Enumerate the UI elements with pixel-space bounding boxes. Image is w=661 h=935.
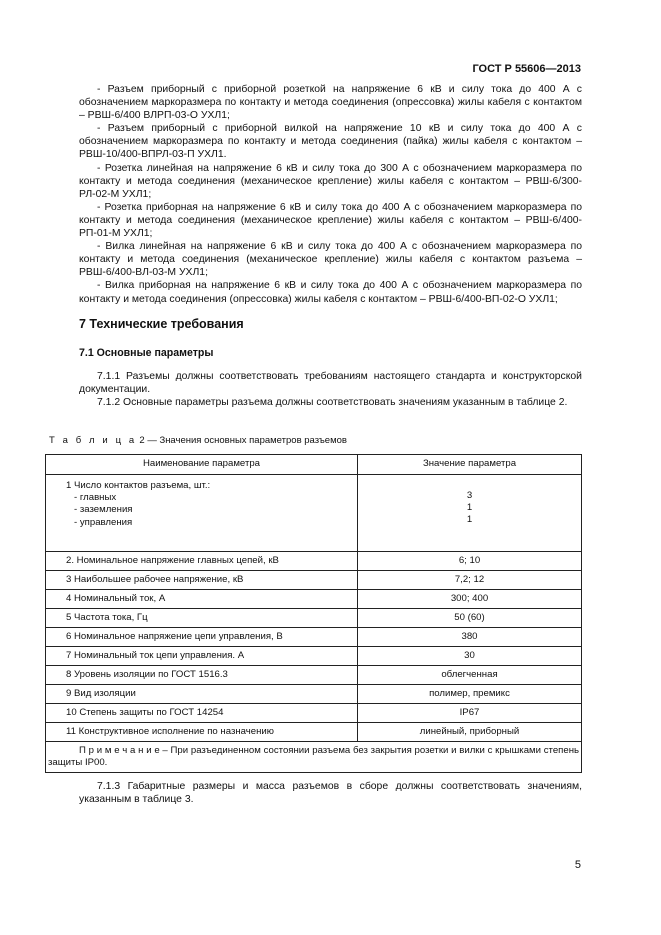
parameter-value: 300; 400 xyxy=(358,590,582,609)
table-caption-text: 2 — Значения основных параметров разъемов xyxy=(139,435,347,446)
column-header-name: Наименование параметра xyxy=(46,455,358,475)
parameter-value: полимер, премикс xyxy=(358,685,582,704)
parameter-name: 7 Номинальный ток цепи управления. А xyxy=(46,647,358,666)
parameter-name-cell xyxy=(46,475,358,552)
section-heading: 7 Технические требования xyxy=(79,317,244,331)
table-row xyxy=(46,571,582,590)
parameter-name: 9 Вид изоляции xyxy=(46,685,358,704)
parameter-value: 380 xyxy=(358,628,582,647)
table-row xyxy=(46,590,582,609)
parameter-subitem: - управления xyxy=(74,516,133,528)
table-caption xyxy=(49,434,347,447)
table-row xyxy=(46,475,582,552)
paragraph: 7.1.3 Габаритные размеры и масса разъемов в сборе должны соответствовать значениям, указанным в таблице 3. xyxy=(79,781,582,806)
parameter-value-cell xyxy=(358,475,582,552)
parameter-name: 10 Степень защиты по ГОСТ 14254 xyxy=(46,704,358,723)
list-item: - Розетка приборная на напряжение 6 кВ и силу тока до 400 А с обозначением маркоразмера по контакту и метода соединения (механическое крепление) жилы кабеля с контактом – РВШ-6/400-РП-01-М УХЛ1; xyxy=(79,201,582,240)
parameter-value: 1 xyxy=(466,502,473,514)
parameters-table xyxy=(45,454,582,773)
table-row xyxy=(46,609,582,628)
document-header: ГОСТ Р 55606—2013 xyxy=(472,63,581,75)
parameter-value: IP67 xyxy=(358,704,582,723)
list-item: - Вилка линейная на напряжение 6 кВ и силу тока до 400 А с обозначением маркоразмера по контакту и метода соединения (механическое крепление) жилы кабеля с контактом разъема – РВШ-6/400-ВЛ-03-М УХЛ1; xyxy=(79,241,582,279)
note-text: – При разъединенном состоянии разъема без закрытия розетки и вилки с крышками степень защиты IP00. xyxy=(48,745,579,769)
table-row xyxy=(46,647,582,666)
table-note-row xyxy=(46,742,582,773)
page-number: 5 xyxy=(574,859,581,871)
paragraph: 7.1.2 Основные параметры разъема должны соответствовать значениям указанным в таблице 2. xyxy=(97,397,568,409)
parameter-value: облегченная xyxy=(358,666,582,685)
parameter-name: 8 Уровень изоляции по ГОСТ 1516.3 xyxy=(46,666,358,685)
parameter-value: 30 xyxy=(358,647,582,666)
parameter-value: 50 (60) xyxy=(358,609,582,628)
table-row xyxy=(46,704,582,723)
subsection-heading: 7.1 Основные параметры xyxy=(79,347,214,359)
parameter-subitem: - заземления xyxy=(74,504,133,516)
list-item: - Розетка линейная на напряжение 6 кВ и силу тока до 300 А с обозначением маркоразмера по контакту и метода соединения (механическое крепление) жилы кабеля с контактом – РВШ-6/300-РЛ-02-М УХЛ1; xyxy=(79,162,582,200)
paragraph: 7.1.1 Разъемы должны соответствовать требованиям настоящего стандарта и конструкторской документации. xyxy=(79,371,582,396)
parameter-value: 6; 10 xyxy=(358,552,582,571)
note-label: П р и м е ч а н и е xyxy=(79,745,160,756)
parameter-name: 6 Номинальное напряжение цепи управления, В xyxy=(46,628,358,647)
parameter-name: 11 Конструктивное исполнение по назначению xyxy=(46,723,358,742)
parameter-subitem: - главных xyxy=(74,492,117,504)
table-header-row xyxy=(46,455,582,475)
connector-list xyxy=(79,83,582,306)
parameter-name: 1 Число контактов разъема, шт.: xyxy=(66,480,211,491)
parameter-value: 3 xyxy=(466,490,473,501)
list-item: - Вилка приборная на напряжение 6 кВ и силу тока до 400 А с обозначением маркоразмера по контакту и метода соединения (опрессовка) жилы кабеля с контактом – РВШ-6/400-ВП-02-О УХЛ1; xyxy=(79,280,582,305)
table-row xyxy=(46,666,582,685)
parameter-name: 5 Частота тока, Гц xyxy=(46,609,358,628)
requirements-text xyxy=(79,370,582,409)
parameter-name: 4 Номинальный ток, А xyxy=(46,590,358,609)
parameter-name: 3 Наибольшее рабочее напряжение, кВ xyxy=(46,571,358,590)
table-row xyxy=(46,685,582,704)
parameter-name: 2. Номинальное напряжение главных цепей, кВ xyxy=(46,552,358,571)
table-row xyxy=(46,628,582,647)
parameter-value: 1 xyxy=(466,514,473,526)
table-note xyxy=(46,742,582,773)
dimensions-text xyxy=(79,780,582,806)
column-header-value: Значение параметра xyxy=(358,455,582,475)
list-item: - Разъем приборный с приборной вилкой на напряжение 10 кВ и силу тока до 400 А с обозначением маркоразмера по контакту и метода соединения (пайка) жилы кабеля с контактом – РВШ-10/400-ВПРЛ-03-П УХЛ1. xyxy=(79,123,582,161)
list-item: - Разъем приборный с приборной розеткой на напряжение 6 кВ и силу тока до 400 А с обозначением маркоразмера по контакту и метода соединения (опрессовка) жилы кабеля с контактом – РВШ-6/400 ВЛРП-03-О УХЛ1; xyxy=(79,84,582,122)
parameter-value: 7,2; 12 xyxy=(358,571,582,590)
table-caption-label: Т а б л и ц а xyxy=(49,435,137,446)
table-row xyxy=(46,552,582,571)
table-row xyxy=(46,723,582,742)
parameter-value: линейный, приборный xyxy=(358,723,582,742)
